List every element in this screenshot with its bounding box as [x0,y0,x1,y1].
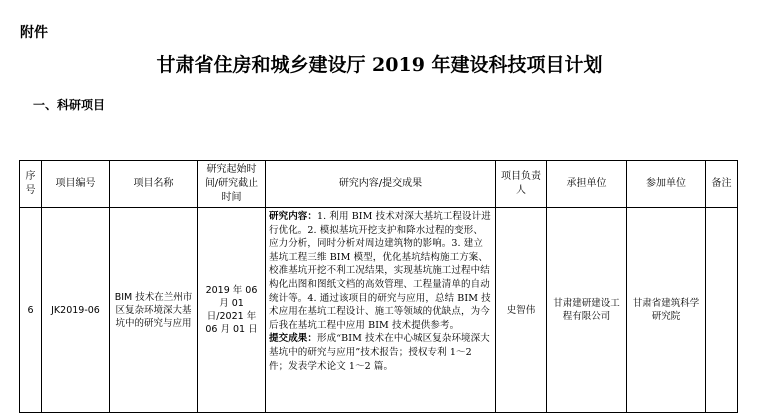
cell-remark [706,208,738,413]
result-text: 形成“BIM 技术在中心城区复杂环境深大基坑中的研究与应用”技术报告；授权专利 1～2 件；发表学术论文 1～2 篇。 [269,333,490,372]
content-label: 研究内容： [269,211,318,222]
column-header-unit: 承担单位 [547,161,627,208]
column-header-name: 项目名称 [110,161,198,208]
page-title: 甘肃省住房和城乡建设厅 2019 年建设科技项目计划 [156,54,603,76]
column-header-seq: 序号 [20,161,42,208]
cell-content [266,208,496,413]
column-header-content: 研究内容/提交成果 [266,161,496,208]
cell-partner: 甘肃省建筑科学研究院 [627,208,706,413]
attachment-label: 附件 [20,25,48,41]
project-table [19,160,738,413]
result-label: 提交成果： [269,333,318,345]
cell-leader: 史智伟 [496,208,547,413]
column-header-period: 研究起始时间/研究截止时间 [198,161,266,208]
table-header-row [20,161,738,208]
column-header-code: 项目编号 [42,161,110,208]
column-header-remark: 备注 [706,161,738,208]
section-heading: 一、科研项目 [33,98,106,112]
column-header-partner: 参加单位 [627,161,706,208]
cell-seq: 6 [20,208,42,413]
table-row [20,208,738,413]
cell-period: 2019 年 06 月 01 日/2021 年 06 月 01 日 [198,208,266,413]
cell-code: JK2019-06 [42,208,110,413]
cell-name: BIM 技术在兰州市区复杂环境深大基坑中的研究与应用 [110,208,198,413]
content-text: 1. 利用 BIM 技术对深大基坑工程设计进行优化。2. 模拟基坑开挖支护和降水过程的变形、应力分析，同时分析对周边建筑物的影响。3. 建立基坑工程三维 BIM 模型，优化基坑结构施工方案、校准基坑开挖不利工况结果，实现基坑施工过程中结构化出图和图纸文档的高效管理、工程量清单的自动统计等。4. 通过该项目的研究与应用，总结 BIM 技术应用在基坑工程设计、施工等领域的优缺点，为今后我在基坑工程中应用 BIM 技术提供参考。 [269,211,491,331]
cell-unit: 甘肃建研建设工程有限公司 [547,208,627,413]
column-header-leader: 项目负责人 [496,161,547,208]
